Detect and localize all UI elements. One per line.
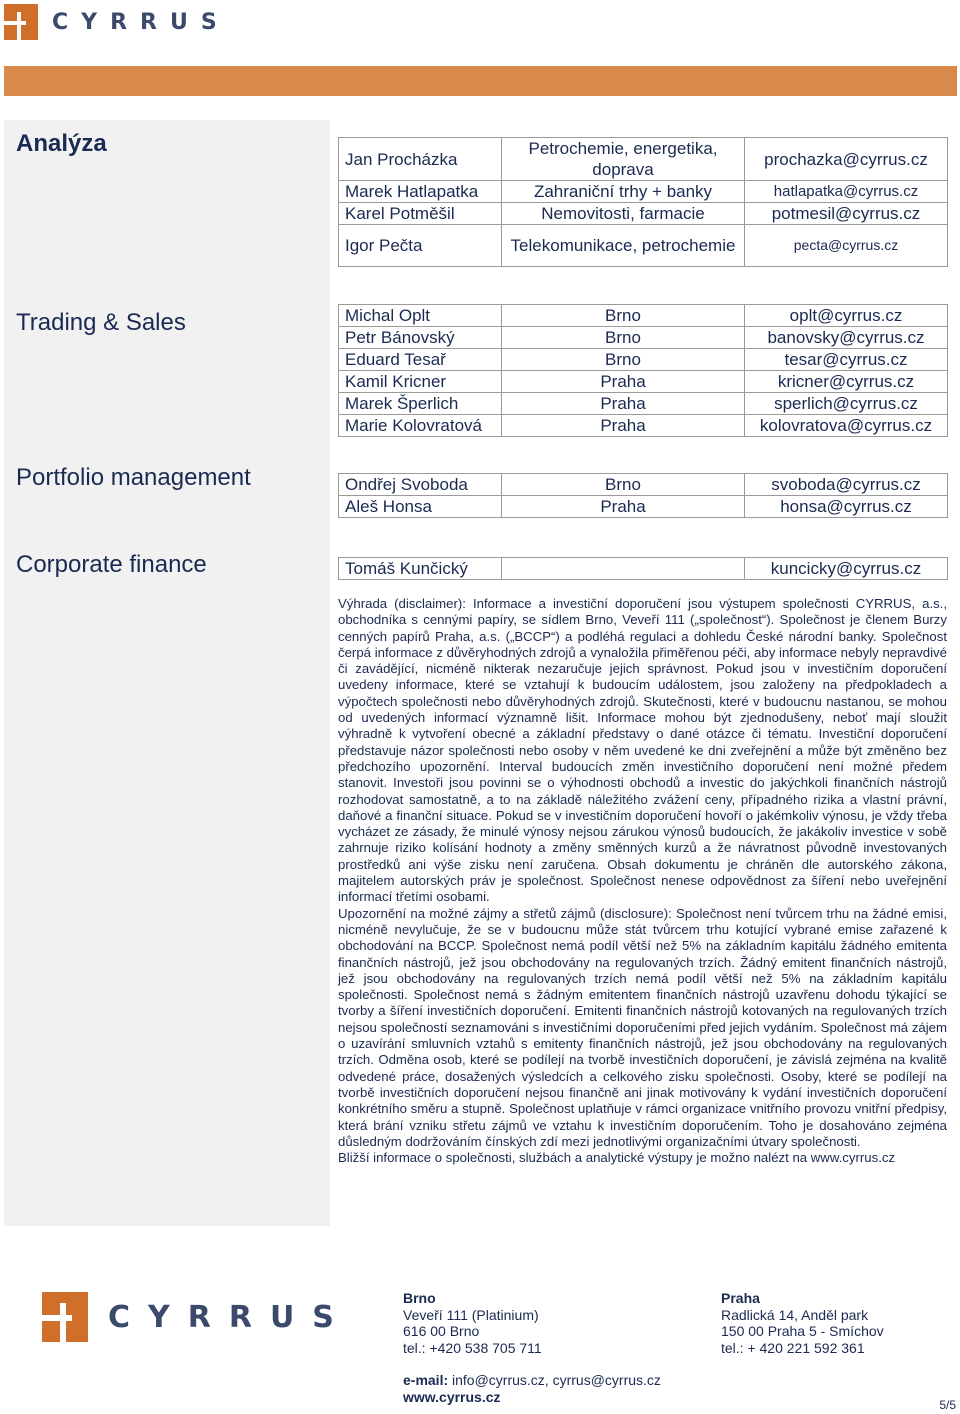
contact-name: Marek Hatlapatka (339, 181, 502, 203)
table-row (339, 393, 948, 415)
contact-email[interactable]: oplt@cyrrus.cz (745, 305, 948, 327)
table-row (339, 415, 948, 437)
section-title-trading: Trading & Sales (16, 309, 186, 336)
header-band (4, 66, 957, 96)
table-row (339, 474, 948, 496)
contact-name: Petr Bánovský (339, 327, 502, 349)
more-info-paragraph: Bližší informace o společnosti, službách a analytické výstupy je možno nalézt na www.cyrrus.cz (338, 1150, 896, 1166)
contact-email[interactable]: sperlich@cyrrus.cz (745, 393, 948, 415)
contact-name: Karel Potměšil (339, 203, 502, 225)
contact-location: Praha (502, 496, 745, 518)
contact-location: Brno (502, 305, 745, 327)
footer-brno (403, 1290, 542, 1356)
contact-email[interactable]: tesar@cyrrus.cz (745, 349, 948, 371)
contact-name: Marie Kolovratová (339, 415, 502, 437)
contact-name: Marek Šperlich (339, 393, 502, 415)
contact-email[interactable]: kuncicky@cyrrus.cz (745, 558, 948, 580)
contact-email[interactable]: hatlapatka@cyrrus.cz (745, 181, 948, 203)
footer-praha-address: Radlická 14, Anděl park (721, 1306, 869, 1323)
contact-name: Michal Oplt (339, 305, 502, 327)
cyrrus-logo-icon (4, 4, 38, 40)
table-row (339, 349, 948, 371)
contact-name: Ondřej Svoboda (339, 474, 502, 496)
disclaimer-paragraph: Výhrada (disclaimer): Informace a investiční doporučení jsou výstupem společnosti CYRRUS, a.s., obchodníka s cennými papíry, se sídlem Brno, Veveří 111 („společnost“). Společnost je členem Burzy cenných papírů Praha, a.s. („BCCP“) a podléhá regulaci a dohledu České národní banky. Společnost čerpá informace z důvěryhodných zdrojů a vynaložila přiměřenou péči, aby informace nebyly nepravdivé či zavádějící, nicméně nikterak nezaručuje jejich správnost. Pokud jsou v investičním doporučení uvedeny informace, které se vztahují k budoucím událostem, jsou založeny na předpokladech a výpočtech společnosti nebo důvěryhodných zdrojů. Skutečnosti, které v budoucnu nastanou, se mohou od uvedených informací významně lišit. Informace mohou být zjednodušeny, neboť mají sloužit výhradně k vytvoření obecné a základní představy o dané otázce či tématu. Investiční doporučení představuje názor společnosti nebo osoby v něm uvedené ke dni zveřejnění a může být změněno bez předchozího upozornění. Interval budoucích změn investičního doporučení není možné předem stanovit. Investoři jsou povinni se o výhodnosti obchodů a investic do jakýchkoli finančních nástrojů rozhodovat samostatně, a to na základě náležitého zvážení ceny, případného rizika a vlastní právní, daňové a finanční situace. Pokud se v investičním doporučení hovoří o jakémkoliv výnosu, je vždy třeba vycházet ze zásady, že minulé výnosy nejsou zárukou výnosů budoucích, že jakákoliv investice v sobě zahrnuje riziko kolísání hodnoty a změny směnných kurzů a že návratnost původně investovaných prostředků ani výše zisku není zaručena. Obsah dokumentu je chráněn dle autorského zákona, majitelem autorských práv je společnost. Společnost nenese odpovědnost za šíření nebo uveřejnění informací třetími osobami. (338, 596, 947, 905)
contact-name: Aleš Honsa (339, 496, 502, 518)
contact-email[interactable]: kolovratova@cyrrus.cz (745, 415, 948, 437)
logo-text: CYRRUS (52, 9, 230, 35)
footer-email-label: e-mail: (403, 1372, 449, 1388)
footer-praha (721, 1290, 884, 1356)
contact-name: Kamil Kricner (339, 371, 502, 393)
table-row (339, 327, 948, 349)
contact-name: Eduard Tesař (339, 349, 502, 371)
section-title-analyza: Analýza (16, 130, 107, 157)
contact-email[interactable]: svoboda@cyrrus.cz (745, 474, 948, 496)
sidebar-panel (4, 120, 330, 1226)
footer-email[interactable]: info@cyrrus.cz, cyrrus@cyrrus.cz (452, 1372, 661, 1388)
table-row (339, 305, 948, 327)
contact-detail: Nemovitosti, farmacie (502, 203, 745, 225)
contact-name: Igor Pečta (339, 225, 502, 267)
contact-email[interactable]: prochazka@cyrrus.cz (745, 138, 948, 181)
contact-location: Praha (502, 393, 745, 415)
contact-detail: Telekomunikace, petrochemie (502, 225, 745, 267)
footer-brno-address: Veveří 111 (Platinium) (403, 1306, 539, 1323)
footer-brno-zip: 616 00 Brno (403, 1323, 480, 1339)
table-row (339, 138, 948, 181)
contact-location: Praha (502, 371, 745, 393)
page-number: 5/5 (939, 1398, 956, 1412)
footer-contact (403, 1372, 661, 1405)
trading-table (338, 304, 948, 437)
contact-name: Jan Procházka (339, 138, 502, 181)
table-row (339, 203, 948, 225)
logo-text: CYRRUS (108, 1299, 352, 1335)
footer-brno-phone: tel.: +420 538 705 711 (403, 1339, 542, 1356)
footer-praha-city: Praha (721, 1290, 760, 1306)
footer-brno-city: Brno (403, 1290, 436, 1306)
portfolio-table (338, 473, 948, 518)
cyrrus-logo-icon (42, 1292, 88, 1342)
contact-email[interactable]: potmesil@cyrrus.cz (745, 203, 948, 225)
contact-email[interactable]: banovsky@cyrrus.cz (745, 327, 948, 349)
table-row (339, 496, 948, 518)
contact-email[interactable]: honsa@cyrrus.cz (745, 496, 948, 518)
footer-logo (42, 1292, 352, 1342)
contact-location (502, 558, 745, 580)
footer-praha-zip: 150 00 Praha 5 - Smíchov (721, 1323, 884, 1339)
header-logo (4, 4, 230, 40)
table-row (339, 181, 948, 203)
footer-web-link[interactable]: www.cyrrus.cz (403, 1388, 501, 1405)
contact-location: Brno (502, 474, 745, 496)
section-title-corporate: Corporate finance (16, 551, 207, 578)
contact-location: Praha (502, 415, 745, 437)
table-row (339, 558, 948, 580)
contact-location: Brno (502, 327, 745, 349)
table-row (339, 371, 948, 393)
table-row (339, 225, 948, 267)
disclaimer-text (338, 596, 947, 1166)
contact-name: Tomáš Kunčický (339, 558, 502, 580)
contact-detail: Zahraniční trhy + banky (502, 181, 745, 203)
disclosure-paragraph: Upozornění na možné zájmy a střetů zájmů (disclosure): Společnost není tvůrcem trhu na žádné emisi, nicméně nevylučuje, že se v budoucnu může stát tvůrcem trhu kotující vybrané emise zařazené k obchodování na BCCP. Společnost nemá podíl větší než 5% na základním kapitálu žádného emitenta finančních nástrojů, jež jsou obchodovány na regulovaných trzích. Žádný emitent finančních nástrojů, jež jsou obchodovány na regulovaných trzích nemá podíl větší než 5% na základním kapitálu společnosti. Společnost nemá s žádným emitentem finančních nástrojů uzavřenu dohodu týkající se tvorby a šíření investičních doporučení. Emitenti finančních nástrojů kotovaných na regulovaných trzích nejsou společností seznamováni s investičními doporučeními před jejich vydáním. Společnost má zájem o uzavírání smluvních vztahů s emitenty finančních nástrojů, jež jsou obchodovány na regulovaných trzích. Odměna osob, které se podílejí na tvorbě investičních doporučení, je závislá zejména na kvalitě odvedené práce, dosažených výsledcích a celkového zisku společnosti. Osoby, které se podílejí na tvorbě investičních doporučení nejsou finančně ani jinak motivovány k vydání investičních doporučení konkrétního směru a stupně. Společnost uplatňuje v rámci organizace vnitřního provozu vnitřní předpisy, která brání vzniku střetu zájmů ve vztahu k investičním doporučením. Toho je dosahováno zejména důsledným dodržováním čínských zdí mezi jednotlivými organizačními útvary společnosti. (338, 905, 947, 1149)
contact-email[interactable]: kricner@cyrrus.cz (745, 371, 948, 393)
analyza-table (338, 137, 948, 267)
section-title-portfolio: Portfolio management (16, 464, 251, 491)
corporate-table (338, 557, 948, 580)
contact-location: Brno (502, 349, 745, 371)
contact-email[interactable]: pecta@cyrrus.cz (745, 225, 948, 267)
footer-praha-phone: tel.: + 420 221 592 361 (721, 1339, 865, 1356)
contact-detail: Petrochemie, energetika, doprava (502, 138, 745, 181)
